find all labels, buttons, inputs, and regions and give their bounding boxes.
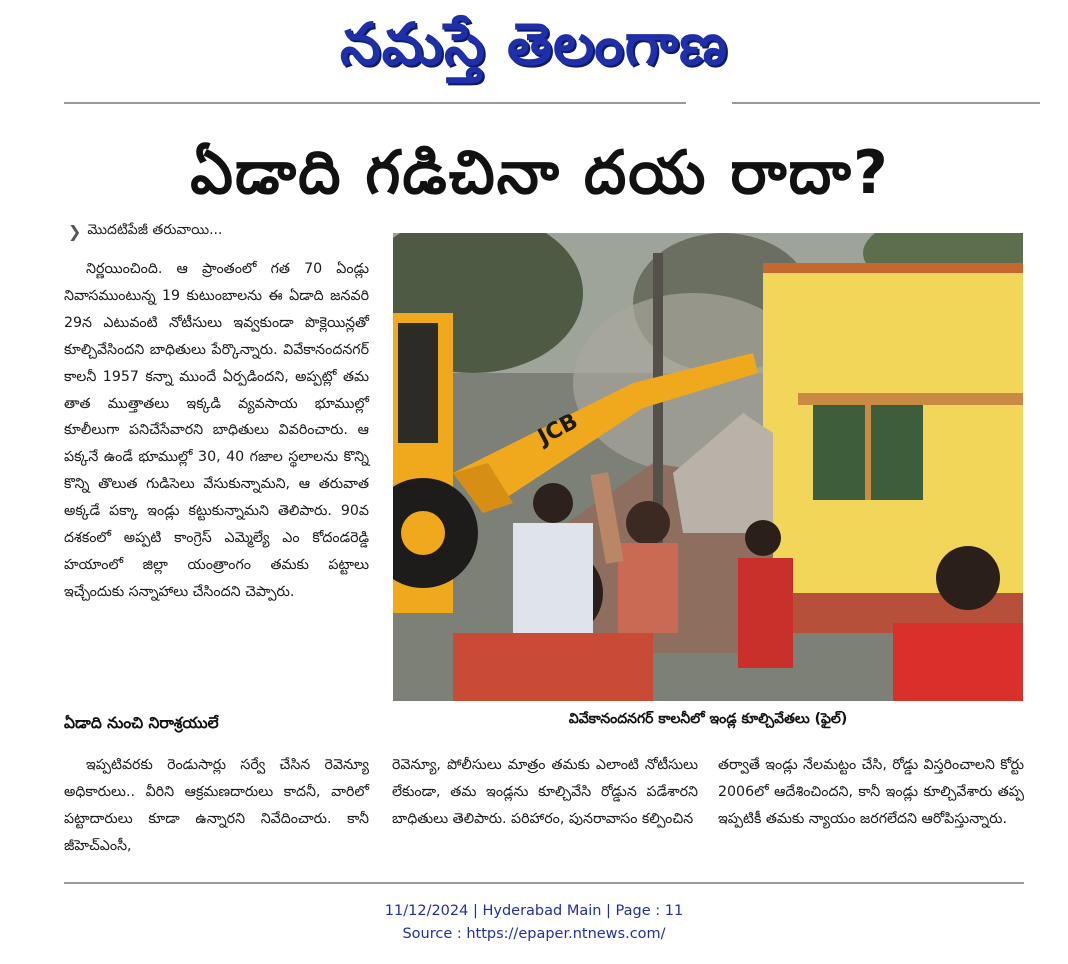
footer-source-link[interactable]: Source : https://epaper.ntnews.com/ [402, 926, 666, 942]
article-paragraph-2: ఇప్పటివరకు రెండుసార్లు సర్వే చేసిన రెవెన్యూ అధికారులు.. వీరిని ఆక్రమణదారులు కాదనీ, వారిలో పట్టాదారులు కూడా ఉన్నారని నివేదించారు. కానీ జీహెచ్ఎంసీ, [64, 757, 369, 854]
article-paragraph-4: తర్వాతే ఇండ్లు నేలమట్టం చేసి, రోడ్డు విస్తరించాలని కోర్టు 2006లో ఆదేశించిందని, కానీ ఇండ్లు కూల్చివేశారు తప్ప ఇప్పటికీ తమకు న్యాయం జరగలేదని ఆరోపిస్తున్నారు. [718, 757, 1024, 827]
continued-from-front-page [68, 222, 222, 241]
demolition-photo [393, 233, 1023, 701]
photo-caption: వివేకానందనగర్ కాలనీలో ఇండ్ల కూల్చివేతలు (ఫైల్) [568, 711, 848, 727]
article-paragraph-1: నిర్ణయించింది. ఆ ప్రాంతంలో గత 70 ఏండ్లు నివాసముంటున్న 19 కుటుంబాలను ఈ ఏడాది జనవరి 29న ఎటువంటి నోటీసులు ఇవ్వకుండా పొక్లెయిన్లతో కూల్చివేసిందని బాధితులు పేర్కొన్నారు. వివేకానందనగర్ కాలనీ 1957 కన్నా ముందే ఏర్పడిందని, అప్పట్లో తమ తాత ముత్తాతలు ఇక్కడి వ్యవసాయ భూముల్లో కూలీలుగా పనిచేసేవారని బాధితులు వివరించారు. ఆ పక్కనే ఉండే భూముల్లో 30, 40 గజాల స్థలాలను కొన్ని కొన్ని తొలుత గుడిసెలు వేసుకున్నామని, ఆ తరువాత అక్కడే పక్కా ఇండ్లు కట్టుకున్నామని తెలిపారు. 90వ దశకంలో అప్పటి కాంగ్రెస్ ఎమ్మెల్యే ఎం కోదండరెడ్డి హయాంలో జిల్లా యంత్రాంగం తమకు పట్టాలు ఇచ్చేందుకు సన్నాహాలు చేసిందని చెప్పారు. [64, 261, 369, 600]
jump-line-text: మొదటిపేజీ తరువాయి... [87, 222, 223, 238]
header-rule-left [64, 102, 686, 104]
masthead-title: నమస్తే తెలంగాణ [340, 10, 728, 78]
footer-rule [64, 882, 1024, 884]
chevron-right-icon: ❯ [68, 222, 82, 241]
header-rule-right [732, 102, 1040, 104]
footer-edition-line: 11/12/2024 | Hyderabad Main | Page : 11 [384, 903, 684, 919]
demolition-photo-illustration [393, 233, 1023, 701]
article-headline: ఏడాది గడిచినా దయ రాదా? [190, 138, 890, 208]
jcb-label: JCB [534, 408, 583, 451]
article-subhead: ఏడాది నుంచి నిరాశ్రయులే [64, 714, 219, 732]
footer [0, 900, 1068, 946]
article-paragraph-3: రెవెన్యూ, పోలీసులు మాత్రం తమకు ఎలాంటి నోటీసులు లేకుండా, తమ ఇండ్లను కూల్చివేసి రోడ్డున పడేశారని బాధితులు తెలిపారు. పరిహారం, పునరావాసం కల్పించిన [392, 757, 698, 827]
